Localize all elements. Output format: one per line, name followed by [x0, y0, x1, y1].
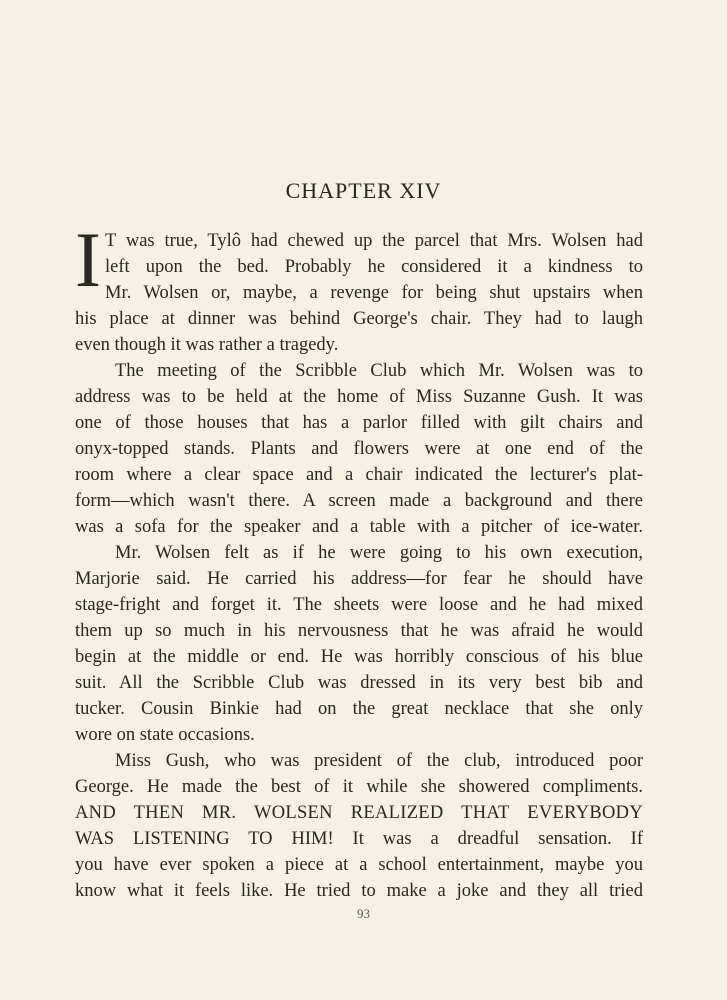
- text-line: know what it feels like. He tried to make a joke and they all tried: [75, 881, 643, 901]
- text-line: even though it was rather a tragedy.: [75, 335, 339, 355]
- text-line: wore on state occasions.: [75, 725, 255, 745]
- page-number: 93: [357, 906, 370, 921]
- text-line: T was true, Tylô had chewed up the parcel that Mrs. Wolsen had: [105, 231, 643, 251]
- text-line: room where a clear space and a chair indicated the lecturer's plat-: [75, 465, 643, 485]
- text-line: form—which wasn't there. A screen made a background and there: [75, 491, 643, 511]
- text-line: tucker. Cousin Binkie had on the great necklace that she only: [75, 699, 643, 719]
- text-line: The meeting of the Scribble Club which Mr. Wolsen was to: [115, 361, 643, 381]
- chapter-title: CHAPTER XIV: [285, 178, 442, 203]
- drop-cap: I: [75, 216, 101, 303]
- text-line: left upon the bed. Probably he considered it a kindness to: [105, 257, 643, 277]
- text-line: suit. All the Scribble Club was dressed in its very best bib and: [75, 673, 643, 693]
- text-line: was a sofa for the speaker and a table with a pitcher of ice-water.: [75, 517, 643, 537]
- text-line: Mr. Wolsen or, maybe, a revenge for being shut upstairs when: [105, 283, 643, 303]
- text-line: address was to be held at the home of Miss Suzanne Gush. It was: [75, 387, 643, 407]
- text-line: Marjorie said. He carried his address—for fear he should have: [75, 569, 643, 589]
- text-line: AND THEN MR. WOLSEN REALIZED THAT EVERYBODY: [75, 803, 643, 823]
- text-line: his place at dinner was behind George's chair. They had to laugh: [75, 309, 643, 329]
- text-line: one of those houses that has a parlor filled with gilt chairs and: [75, 413, 643, 433]
- text-line: begin at the middle or end. He was horribly conscious of his blue: [75, 647, 643, 667]
- text-line: onyx-topped stands. Plants and flowers were at one end of the: [75, 439, 643, 459]
- text-line: Mr. Wolsen felt as if he were going to his own execution,: [115, 543, 643, 563]
- text-line: you have ever spoken a piece at a school entertainment, maybe you: [75, 855, 643, 875]
- text-line: them up so much in his nervousness that he was afraid he would: [75, 621, 643, 641]
- text-line: Miss Gush, who was president of the club, introduced poor: [115, 751, 643, 771]
- text-line: WAS LISTENING TO HIM! It was a dreadful sensation. If: [75, 829, 643, 849]
- text-line: George. He made the best of it while she showered compliments.: [75, 777, 643, 797]
- text-line: stage-fright and forget it. The sheets were loose and he had mixed: [75, 595, 643, 615]
